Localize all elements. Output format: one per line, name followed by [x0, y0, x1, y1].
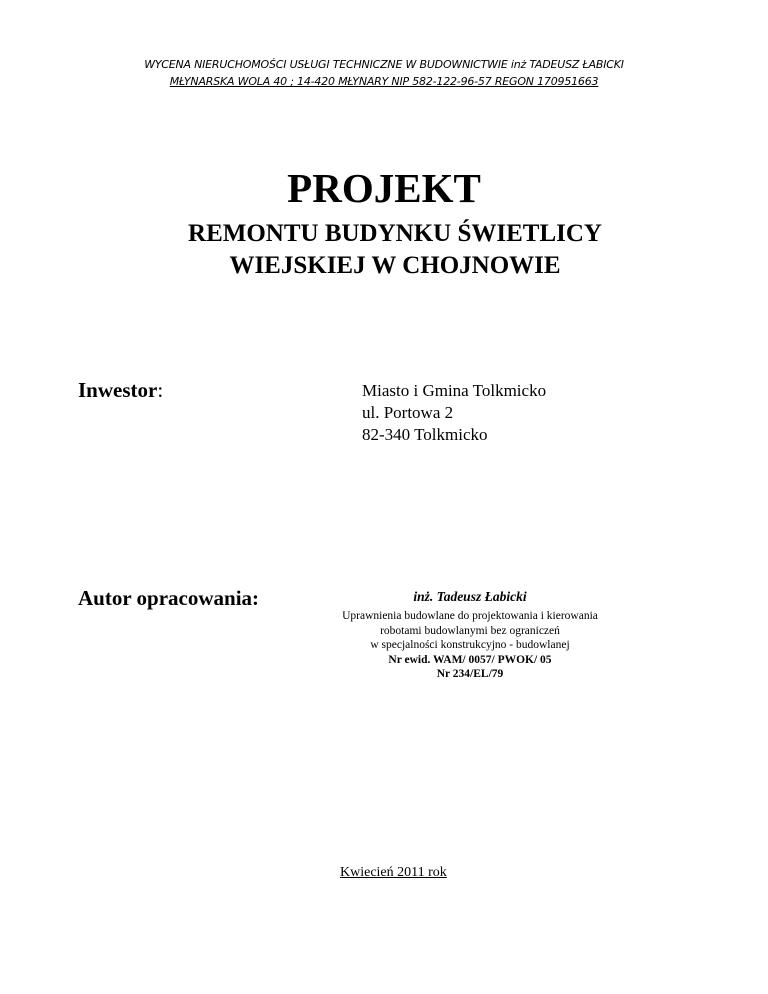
investor-line-1: Miasto i Gmina Tolkmicko	[362, 381, 547, 400]
investor-line-3: 82-340 Tolkmicko	[362, 425, 488, 444]
document-date: Kwiecień 2011 rok	[340, 865, 447, 880]
header-line-1: WYCENA NIERUCHOMOŚCI USŁUGI TECHNICZNE W BUDOWNICTWIE inż TADEUSZ ŁABICKI	[144, 58, 624, 71]
header-line-2: MŁYNARSKA WOLA 40 ; 14-420 MŁYNARY NIP 582-122-96-57 REGON 170951663	[169, 75, 599, 88]
author-line-2: robotami budowlanymi bez ograniczeń	[380, 624, 560, 637]
author-name: inż. Tadeusz Łabicki	[413, 589, 527, 604]
author-line-3: w specjalności konstrukcyjno - budowlanej	[370, 639, 570, 652]
document-subtitle	[0, 218, 768, 282]
author-registration-1: Nr ewid. WAM/ 0057/ PWOK/ 05	[388, 653, 552, 666]
subtitle-line-2: WIEJSKIEJ W CHOJNOWIE	[229, 252, 561, 279]
investor-address	[362, 380, 546, 446]
investor-label-text: Inwestor	[78, 378, 158, 402]
document-title: PROJEKT	[287, 165, 481, 211]
author-registration-2: Nr 234/EL/79	[436, 668, 504, 681]
investor-label-colon: :	[157, 378, 164, 402]
author-details	[300, 588, 640, 682]
author-label: Autor opracowania:	[78, 586, 260, 610]
author-line-1: Uprawnienia budowlane do projektowania i kierowania	[342, 610, 598, 622]
investor-line-2: ul. Portowa 2	[362, 403, 454, 422]
subtitle-line-1: REMONTU BUDYNKU ŚWIETLICY	[188, 220, 602, 247]
investor-label	[78, 377, 163, 403]
company-header	[0, 56, 768, 90]
